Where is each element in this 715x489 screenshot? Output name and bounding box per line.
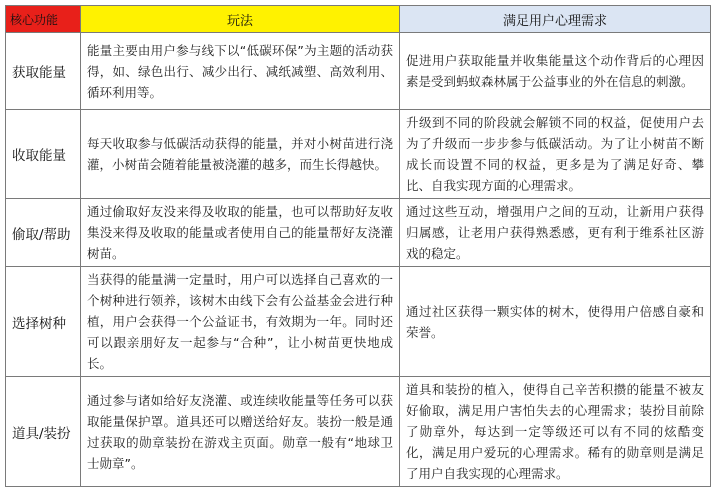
gameplay-cell: 能量主要由用户参与线下以“低碳环保”为主题的活动获得，如、绿色出行、减少出行、减纸减塑、高效利用、循环利用等。 (81, 33, 400, 110)
header-core-feature: 核心功能 (6, 6, 81, 33)
need-cell: 促进用户获取能量并收集能量这个动作背后的心理因素是受到蚂蚁森林属于公益事业的外在信息的刺激。 (400, 33, 711, 110)
feature-cell: 偷取/帮助 (6, 199, 81, 267)
feature-cell: 道具/装扮 (6, 377, 81, 487)
table-row (6, 199, 711, 267)
feature-cell: 获取能量 (6, 33, 81, 110)
need-cell: 升级到不同的阶段就会解锁不同的权益，促使用户去为了升级而一步步参与低碳活动。为了让小树苗不断成长而设置不同的权益，更多是为了满足好奇、攀比、自我实现方面的心理需求。 (400, 110, 711, 199)
gameplay-cell: 当获得的能量满一定量时，用户可以选择自己喜欢的一个树种进行领养，该树木由线下会有公益基金会进行种植，用户会获得一个公益证书，有效期为一年。同时还可以跟亲朋好友一起参与“合种”，让小树苗更快地成长。 (81, 267, 400, 377)
gameplay-cell: 通过参与诸如给好友浇灌、或连续收能量等任务可以获取能量保护罩。道具还可以赠送给好友。装扮一般是通过获取的勋章装扮在游戏主页面。勋章一般有“地球卫士勋章”。 (81, 377, 400, 487)
table-row (6, 377, 711, 487)
feature-table (5, 5, 711, 487)
gameplay-cell: 通过偷取好友没来得及收取的能量，也可以帮助好友收集没来得及收取的能量或者使用自己的能量帮好友浇灌树苗。 (81, 199, 400, 267)
need-cell: 通过社区获得一颗实体的树木，使得用户倍感自豪和荣誉。 (400, 267, 711, 377)
feature-cell: 收取能量 (6, 110, 81, 199)
need-cell: 通过这些互动，增强用户之间的互动，让新用户获得归属感，让老用户获得熟悉感，更有利于维系社区游戏的稳定。 (400, 199, 711, 267)
table-row (6, 33, 711, 110)
header-user-need: 满足用户心理需求 (400, 6, 711, 33)
header-row (6, 6, 711, 33)
header-gameplay: 玩法 (81, 6, 400, 33)
gameplay-cell: 每天收取参与低碳活动获得的能量，并对小树苗进行浇灌，小树苗会随着能量被浇灌的越多，而生长得越快。 (81, 110, 400, 199)
need-cell: 道具和装扮的植入，使得自己辛苦积攒的能量不被友好偷取，满足用户害怕失去的心理需求；装扮目前除了勋章外，每达到一定等级还可以有不同的炫酷变化，满足用户爱玩的心理需求。稀有的勋章则是满足了用户自我实现的心理需求。 (400, 377, 711, 487)
table-row (6, 110, 711, 199)
table-row (6, 267, 711, 377)
feature-cell: 选择树种 (6, 267, 81, 377)
